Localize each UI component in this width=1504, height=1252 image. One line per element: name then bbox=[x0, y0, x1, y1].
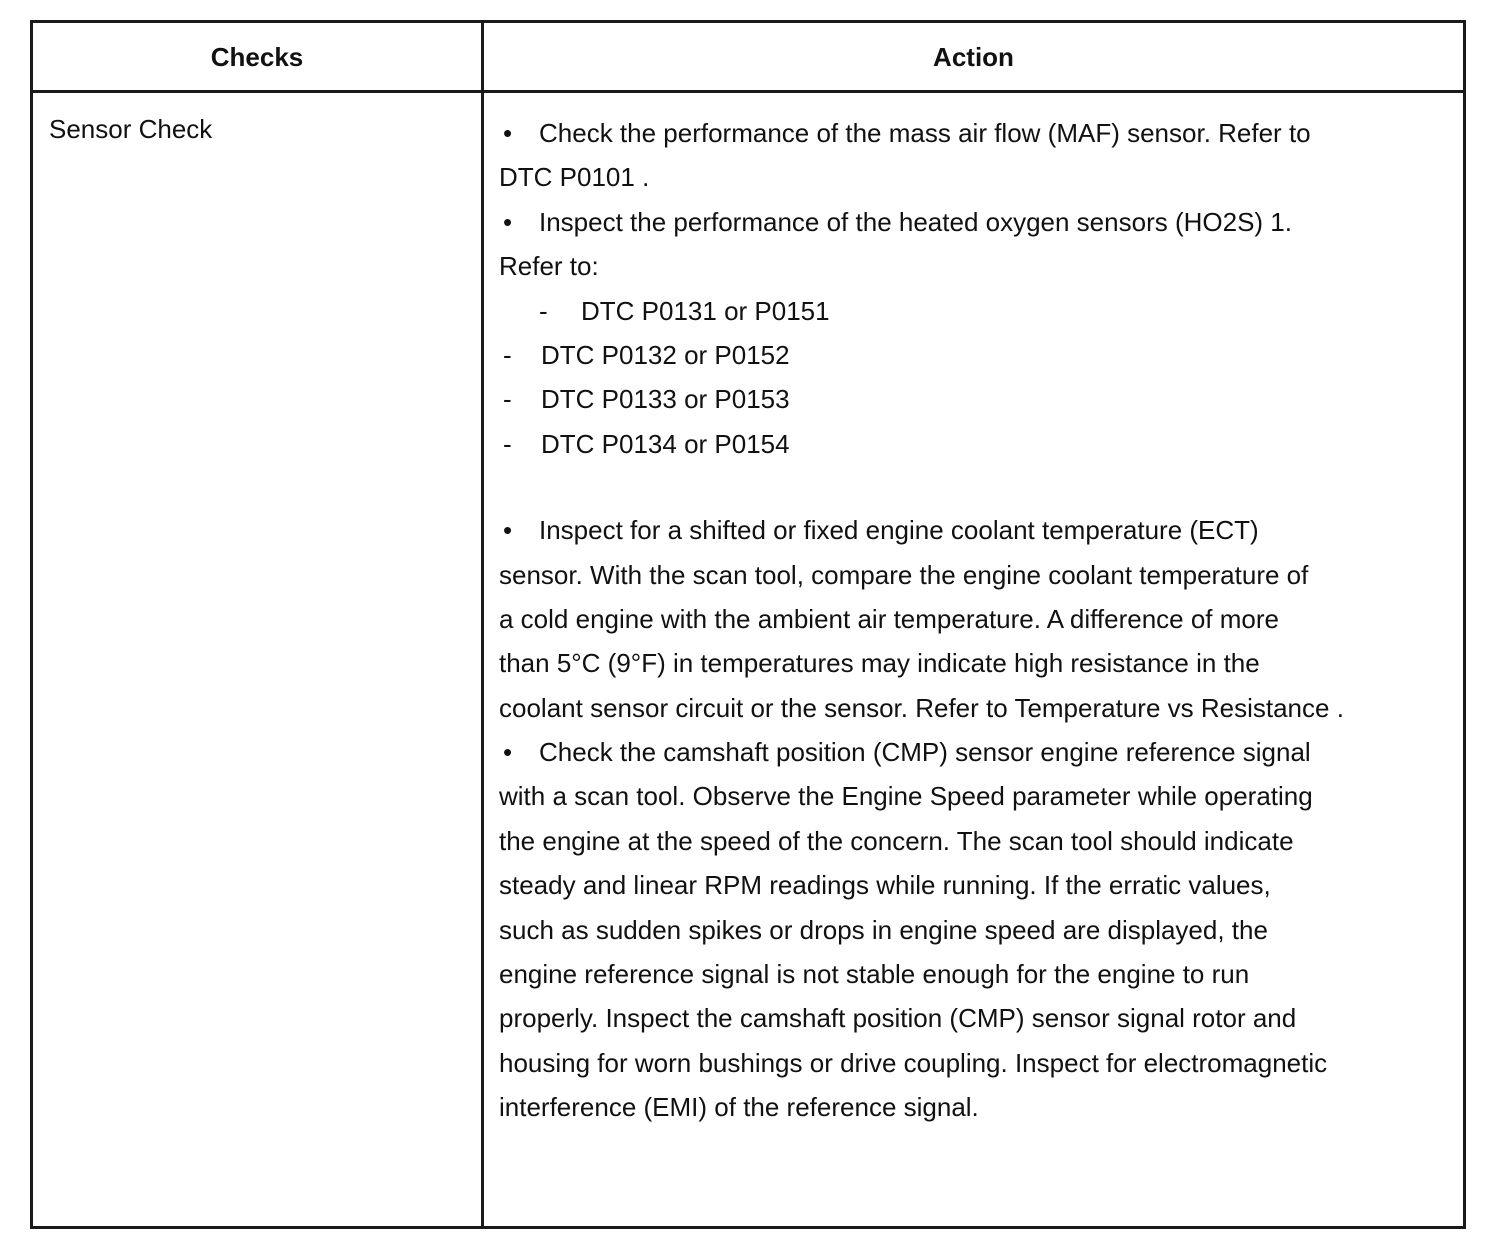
action-text: with a scan tool. Observe the Engine Speed parameter while operating bbox=[499, 781, 1313, 812]
action-text: DTC P0133 or P0153 bbox=[541, 384, 790, 415]
action-text: Check the camshaft position (CMP) sensor engine reference signal bbox=[539, 737, 1311, 768]
dash-marker: - bbox=[503, 339, 512, 370]
bullet-marker: • bbox=[503, 515, 513, 546]
action-text: engine reference signal is not stable enough for the engine to run bbox=[499, 959, 1250, 990]
action-text: a cold engine with the ambient air temperature. A difference of more bbox=[499, 603, 1279, 634]
action-line bbox=[499, 200, 1439, 244]
action-line bbox=[499, 155, 1439, 199]
action-text: than 5°C (9°F) in temperatures may indicate high resistance in the bbox=[499, 648, 1260, 679]
action-text: Inspect the performance of the heated oxygen sensors (HO2S) 1. bbox=[539, 206, 1292, 237]
action-text: housing for worn bushings or drive coupling. Inspect for electromagnetic bbox=[499, 1047, 1328, 1078]
action-line bbox=[499, 377, 1439, 421]
action-line bbox=[499, 863, 1439, 907]
action-text: DTC P0134 or P0154 bbox=[541, 428, 790, 459]
action-text: properly. Inspect the camshaft position (CMP) sensor signal rotor and bbox=[499, 1003, 1297, 1034]
dash-marker: - bbox=[503, 428, 512, 459]
action-text: sensor. With the scan tool, compare the engine coolant temperature of bbox=[499, 559, 1309, 590]
action-line bbox=[499, 508, 1439, 552]
action-text: steady and linear RPM readings while running. If the erratic values, bbox=[499, 870, 1271, 901]
check-name-cell: Sensor Check bbox=[49, 114, 213, 144]
action-text: Inspect for a shifted or fixed engine coolant temperature (ECT) bbox=[539, 515, 1259, 546]
bullet-marker: • bbox=[503, 118, 513, 148]
action-line bbox=[499, 1085, 1439, 1129]
action-line bbox=[499, 641, 1439, 685]
action-text: the engine at the speed of the concern. The scan tool should indicate bbox=[499, 825, 1294, 856]
action-text: DTC P0132 or P0152 bbox=[541, 339, 790, 370]
action-cell bbox=[499, 111, 1439, 1130]
action-text: coolant sensor circuit or the sensor. Refer to Temperature vs Resistance . bbox=[499, 692, 1344, 723]
action-text: Check the performance of the mass air flow (MAF) sensor. Refer to bbox=[539, 118, 1311, 148]
dash-marker: - bbox=[503, 384, 512, 415]
checks-column-header: Checks bbox=[210, 42, 304, 72]
action-line bbox=[499, 422, 1439, 466]
action-line bbox=[499, 553, 1439, 597]
column-divider bbox=[481, 23, 484, 1226]
action-line bbox=[499, 908, 1439, 952]
action-line bbox=[499, 996, 1439, 1040]
action-line bbox=[499, 774, 1439, 818]
action-line bbox=[499, 289, 1439, 333]
action-line bbox=[499, 952, 1439, 996]
diagnostic-table bbox=[30, 20, 1466, 1229]
bullet-marker: • bbox=[503, 737, 513, 768]
action-line bbox=[499, 1041, 1439, 1085]
dash-marker: - bbox=[539, 295, 548, 326]
action-text: interference (EMI) of the reference signal. bbox=[499, 1092, 979, 1123]
action-line bbox=[499, 333, 1439, 377]
action-text: such as sudden spikes or drops in engine speed are displayed, the bbox=[499, 914, 1268, 945]
action-line bbox=[499, 111, 1439, 155]
action-line bbox=[499, 730, 1439, 774]
action-text: Refer to: bbox=[499, 251, 599, 282]
spacer bbox=[499, 466, 1439, 508]
action-line bbox=[499, 819, 1439, 863]
action-column-header: Action bbox=[933, 42, 1014, 72]
table-header-row bbox=[33, 23, 1463, 93]
action-text: DTC P0101 . bbox=[499, 162, 650, 193]
action-line bbox=[499, 597, 1439, 641]
action-line bbox=[499, 244, 1439, 288]
bullet-marker: • bbox=[503, 206, 513, 237]
action-line bbox=[499, 686, 1439, 730]
action-text: DTC P0131 or P0151 bbox=[581, 295, 830, 326]
